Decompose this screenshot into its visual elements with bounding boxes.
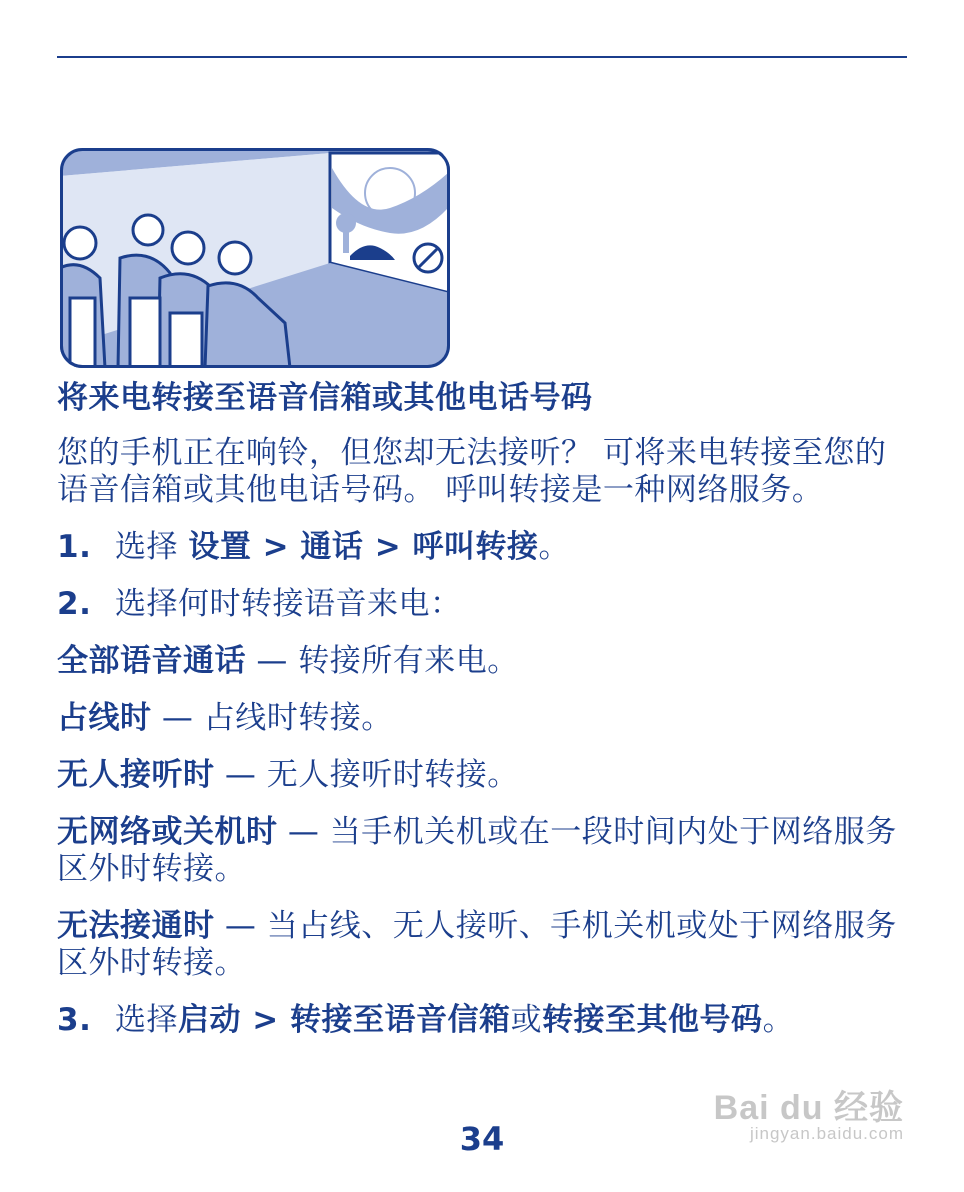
watermark-url: jingyan.baidu.com: [749, 1124, 904, 1143]
watermark-logo: Bai du 经验: [713, 1089, 904, 1127]
option-if-busy: 占线时 — 占线时转接。: [57, 700, 393, 736]
menu-activate: 启动: [178, 1002, 241, 1038]
menu-settings: 设置: [188, 529, 252, 565]
option-if-out-of-reach: 无网络或关机时 — 当手机关机或在一段时间内处于网络服务区外时转接。: [57, 814, 897, 887]
step-3: 3. 选择启动 > 转接至语音信箱或转接至其他号码。: [57, 1002, 795, 1038]
step-number: 1.: [57, 529, 92, 565]
menu-to-voice-mailbox: 转接至语音信箱: [290, 1002, 511, 1038]
menu-call-forwarding: 呼叫转接: [412, 529, 539, 565]
step-number: 2.: [57, 586, 92, 622]
section-heading: 将来电转接至语音信箱或其他电话号码: [57, 380, 593, 416]
page-content: [57, 380, 912, 1039]
option-if-not-available: 无法接通时 — 当占线、无人接听、手机关机或处于网络服务区外时转接。: [57, 908, 897, 981]
cinema-illustration: [60, 148, 450, 368]
menu-to-other-number: 转接至其他号码: [542, 1002, 763, 1038]
step-2: 2. 选择何时转接语音来电：: [57, 586, 462, 622]
step-1: 1. 选择 设置 > 通话 > 呼叫转接。: [57, 529, 570, 565]
option-all-voice-calls: 全部语音通话 — 转接所有来电。: [57, 643, 519, 679]
top-rule: [57, 56, 907, 58]
option-if-not-answered: 无人接听时 — 无人接听时转接。: [57, 757, 519, 793]
menu-calls: 通话: [300, 529, 364, 565]
intro-paragraph: 您的手机正在响铃，但您却无法接听？ 可将来电转接至您的语音信箱或其他电话号码。 呼叫转接是一种网络服务。: [57, 435, 887, 508]
step-number: 3.: [57, 1002, 92, 1038]
watermark: [684, 1080, 904, 1150]
page-number: 34: [459, 1120, 505, 1158]
